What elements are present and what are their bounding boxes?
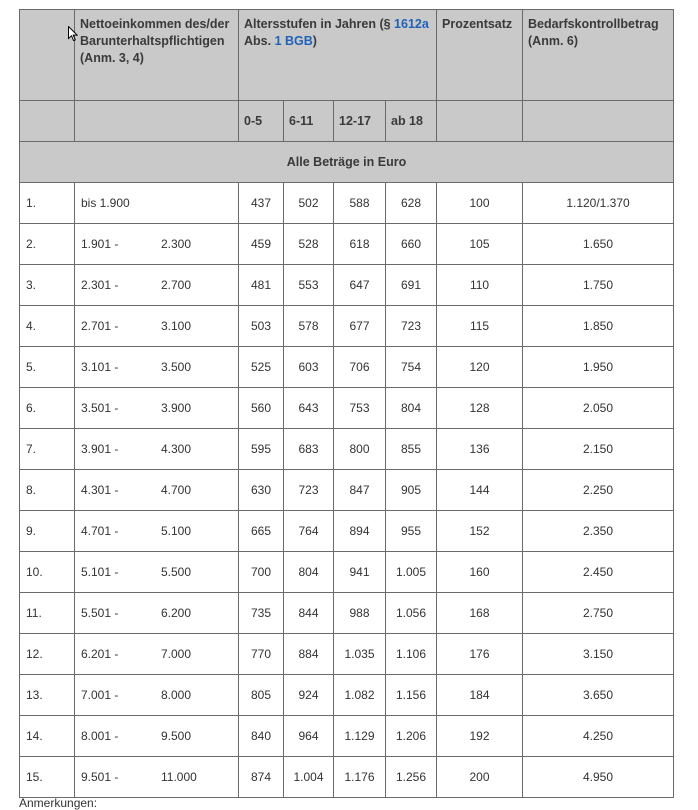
currency-row: [20, 142, 674, 183]
percentage: 168: [437, 593, 523, 634]
amount-18: 1.106: [386, 634, 437, 675]
income-from: 1.901 -: [81, 237, 119, 251]
control-amount: 2.250: [523, 470, 674, 511]
income-range: [75, 757, 239, 798]
income-to: 8.000: [161, 688, 192, 702]
percentage: 120: [437, 347, 523, 388]
amount-0-5: 735: [239, 593, 284, 634]
row-number: 13.: [20, 675, 75, 716]
percentage: 115: [437, 306, 523, 347]
income-from: 7.001 -: [81, 688, 119, 702]
amount-12-17: 1.035: [334, 634, 386, 675]
table-row: [20, 388, 674, 429]
control-amount: 4.250: [523, 716, 674, 757]
amount-18: 628: [386, 183, 437, 224]
row-number: 15.: [20, 757, 75, 798]
income-range: [75, 347, 239, 388]
row-number: 8.: [20, 470, 75, 511]
income-range: [75, 265, 239, 306]
income-range: [75, 470, 239, 511]
amount-6-11: 723: [284, 470, 334, 511]
income-range: [75, 388, 239, 429]
amount-6-11: 844: [284, 593, 334, 634]
table-row: [20, 265, 674, 306]
percentage: 200: [437, 757, 523, 798]
row-number: 10.: [20, 552, 75, 593]
table-row: [20, 347, 674, 388]
income-from: 5.101 -: [81, 565, 119, 579]
amount-0-5: 481: [239, 265, 284, 306]
control-amount: 4.950: [523, 757, 674, 798]
currency-note: Alle Beträge in Euro: [20, 142, 674, 183]
amount-6-11: 528: [284, 224, 334, 265]
income-to: 9.500: [161, 729, 192, 743]
amount-18: 1.156: [386, 675, 437, 716]
percentage: 176: [437, 634, 523, 675]
income-from: 3.101 -: [81, 360, 119, 374]
percentage: 110: [437, 265, 523, 306]
amount-6-11: 924: [284, 675, 334, 716]
amount-12-17: 988: [334, 593, 386, 634]
amount-6-11: 603: [284, 347, 334, 388]
row-number: 4.: [20, 306, 75, 347]
amount-6-11: 964: [284, 716, 334, 757]
amount-6-11: 884: [284, 634, 334, 675]
percentage: 128: [437, 388, 523, 429]
income-to: 3.100: [161, 319, 192, 333]
amount-6-11: 764: [284, 511, 334, 552]
header-row-ages: [20, 101, 674, 142]
table-row: [20, 757, 674, 798]
income-from: 9.501 -: [81, 770, 119, 784]
header-blank: [20, 10, 75, 101]
income-range: [75, 552, 239, 593]
amount-12-17: 847: [334, 470, 386, 511]
amount-12-17: 894: [334, 511, 386, 552]
income-range: [75, 634, 239, 675]
income-to: 4.700: [161, 483, 192, 497]
income-to: 2.700: [161, 278, 192, 292]
percentage: 184: [437, 675, 523, 716]
amount-18: 1.256: [386, 757, 437, 798]
table-row: [20, 675, 674, 716]
income-to: 3.900: [161, 401, 192, 415]
income-to: 2.300: [161, 237, 192, 251]
amount-6-11: 578: [284, 306, 334, 347]
control-amount: 1.120/1.370: [523, 183, 674, 224]
income-to: 7.000: [161, 647, 192, 661]
amount-6-11: 643: [284, 388, 334, 429]
row-number: 6.: [20, 388, 75, 429]
amount-18: 723: [386, 306, 437, 347]
income-from: 6.201 -: [81, 647, 119, 661]
amount-18: 691: [386, 265, 437, 306]
control-amount: 1.750: [523, 265, 674, 306]
amount-0-5: 805: [239, 675, 284, 716]
income-to: 11.000: [161, 770, 197, 784]
table-row: [20, 224, 674, 265]
income-from: 2.701 -: [81, 319, 119, 333]
age-group-0-5: 0-5: [239, 101, 284, 142]
row-number: 1.: [20, 183, 75, 224]
percentage: 144: [437, 470, 523, 511]
amount-0-5: 665: [239, 511, 284, 552]
table-row: [20, 593, 674, 634]
income-from: bis 1.900: [81, 196, 130, 210]
income-range: [75, 593, 239, 634]
table-row: [20, 470, 674, 511]
amount-0-5: 437: [239, 183, 284, 224]
amount-12-17: 647: [334, 265, 386, 306]
income-to: 6.200: [161, 606, 192, 620]
income-to: 4.300: [161, 442, 192, 456]
income-from: 4.701 -: [81, 524, 119, 538]
percentage: 160: [437, 552, 523, 593]
table-row: [20, 552, 674, 593]
amount-18: 905: [386, 470, 437, 511]
amount-6-11: 1.004: [284, 757, 334, 798]
amount-0-5: 770: [239, 634, 284, 675]
header-percent: Prozentsatz: [437, 10, 523, 101]
income-range: [75, 429, 239, 470]
amount-18: 855: [386, 429, 437, 470]
amount-12-17: 618: [334, 224, 386, 265]
amount-0-5: 630: [239, 470, 284, 511]
header-age-groups: Altersstufen in Jahren (§ 1612a Abs. 1 BGB): [239, 10, 437, 101]
amount-0-5: 840: [239, 716, 284, 757]
amount-12-17: 1.129: [334, 716, 386, 757]
amount-12-17: 800: [334, 429, 386, 470]
row-number: 5.: [20, 347, 75, 388]
income-range: [75, 183, 239, 224]
amount-12-17: 753: [334, 388, 386, 429]
control-amount: 2.450: [523, 552, 674, 593]
amount-18: 1.056: [386, 593, 437, 634]
header-row-main: [20, 10, 674, 101]
age-group-12-17: 12-17: [334, 101, 386, 142]
income-from: 3.501 -: [81, 401, 119, 415]
income-from: 8.001 -: [81, 729, 119, 743]
income-from: 2.301 -: [81, 278, 119, 292]
control-amount: 3.150: [523, 634, 674, 675]
amount-6-11: 553: [284, 265, 334, 306]
amount-18: 660: [386, 224, 437, 265]
amount-12-17: 1.082: [334, 675, 386, 716]
control-amount: 1.650: [523, 224, 674, 265]
table-row: [20, 511, 674, 552]
link-bgb[interactable]: 1 BGB: [274, 34, 313, 48]
amount-0-5: 503: [239, 306, 284, 347]
percentage: 105: [437, 224, 523, 265]
table-row: [20, 716, 674, 757]
amount-18: 804: [386, 388, 437, 429]
amount-6-11: 502: [284, 183, 334, 224]
header-income: Nettoeinkommen des/der Barunterhaltspflichtigen (Anm. 3, 4): [75, 10, 239, 101]
amount-18: 955: [386, 511, 437, 552]
amount-6-11: 683: [284, 429, 334, 470]
footer-notes: Anmerkungen:: [19, 796, 98, 810]
row-number: 11.: [20, 593, 75, 634]
income-from: 4.301 -: [81, 483, 119, 497]
row-number: 2.: [20, 224, 75, 265]
control-amount: 2.150: [523, 429, 674, 470]
control-amount: 2.350: [523, 511, 674, 552]
duesseldorfer-table: [19, 9, 674, 798]
income-range: [75, 675, 239, 716]
income-from: 5.501 -: [81, 606, 119, 620]
income-to: 5.100: [161, 524, 192, 538]
amount-0-5: 595: [239, 429, 284, 470]
row-number: 14.: [20, 716, 75, 757]
table-row: [20, 306, 674, 347]
control-amount: 2.050: [523, 388, 674, 429]
percentage: 152: [437, 511, 523, 552]
row-number: 3.: [20, 265, 75, 306]
age-group-18: ab 18: [386, 101, 437, 142]
income-range: [75, 224, 239, 265]
amount-18: 754: [386, 347, 437, 388]
row-number: 7.: [20, 429, 75, 470]
header-control-amount: Bedarfskontrollbetrag (Anm. 6): [523, 10, 674, 101]
income-to: 3.500: [161, 360, 192, 374]
age-group-6-11: 6-11: [284, 101, 334, 142]
table-container: [19, 9, 674, 798]
table-row: [20, 429, 674, 470]
amount-0-5: 700: [239, 552, 284, 593]
amount-0-5: 560: [239, 388, 284, 429]
percentage: 136: [437, 429, 523, 470]
amount-0-5: 459: [239, 224, 284, 265]
row-number: 9.: [20, 511, 75, 552]
amount-6-11: 804: [284, 552, 334, 593]
control-amount: 3.650: [523, 675, 674, 716]
table-row: [20, 183, 674, 224]
amount-12-17: 706: [334, 347, 386, 388]
control-amount: 1.850: [523, 306, 674, 347]
percentage: 192: [437, 716, 523, 757]
income-range: [75, 716, 239, 757]
amount-0-5: 525: [239, 347, 284, 388]
row-number: 12.: [20, 634, 75, 675]
amount-12-17: 588: [334, 183, 386, 224]
income-range: [75, 511, 239, 552]
amount-18: 1.005: [386, 552, 437, 593]
amount-0-5: 874: [239, 757, 284, 798]
percentage: 100: [437, 183, 523, 224]
income-range: [75, 306, 239, 347]
income-to: 5.500: [161, 565, 192, 579]
income-from: 3.901 -: [81, 442, 119, 456]
amount-12-17: 677: [334, 306, 386, 347]
amount-12-17: 941: [334, 552, 386, 593]
amount-12-17: 1.176: [334, 757, 386, 798]
link-1612a[interactable]: 1612a: [394, 17, 429, 31]
amount-18: 1.206: [386, 716, 437, 757]
control-amount: 2.750: [523, 593, 674, 634]
mouse-pointer-icon: [68, 26, 78, 42]
table-row: [20, 634, 674, 675]
control-amount: 1.950: [523, 347, 674, 388]
